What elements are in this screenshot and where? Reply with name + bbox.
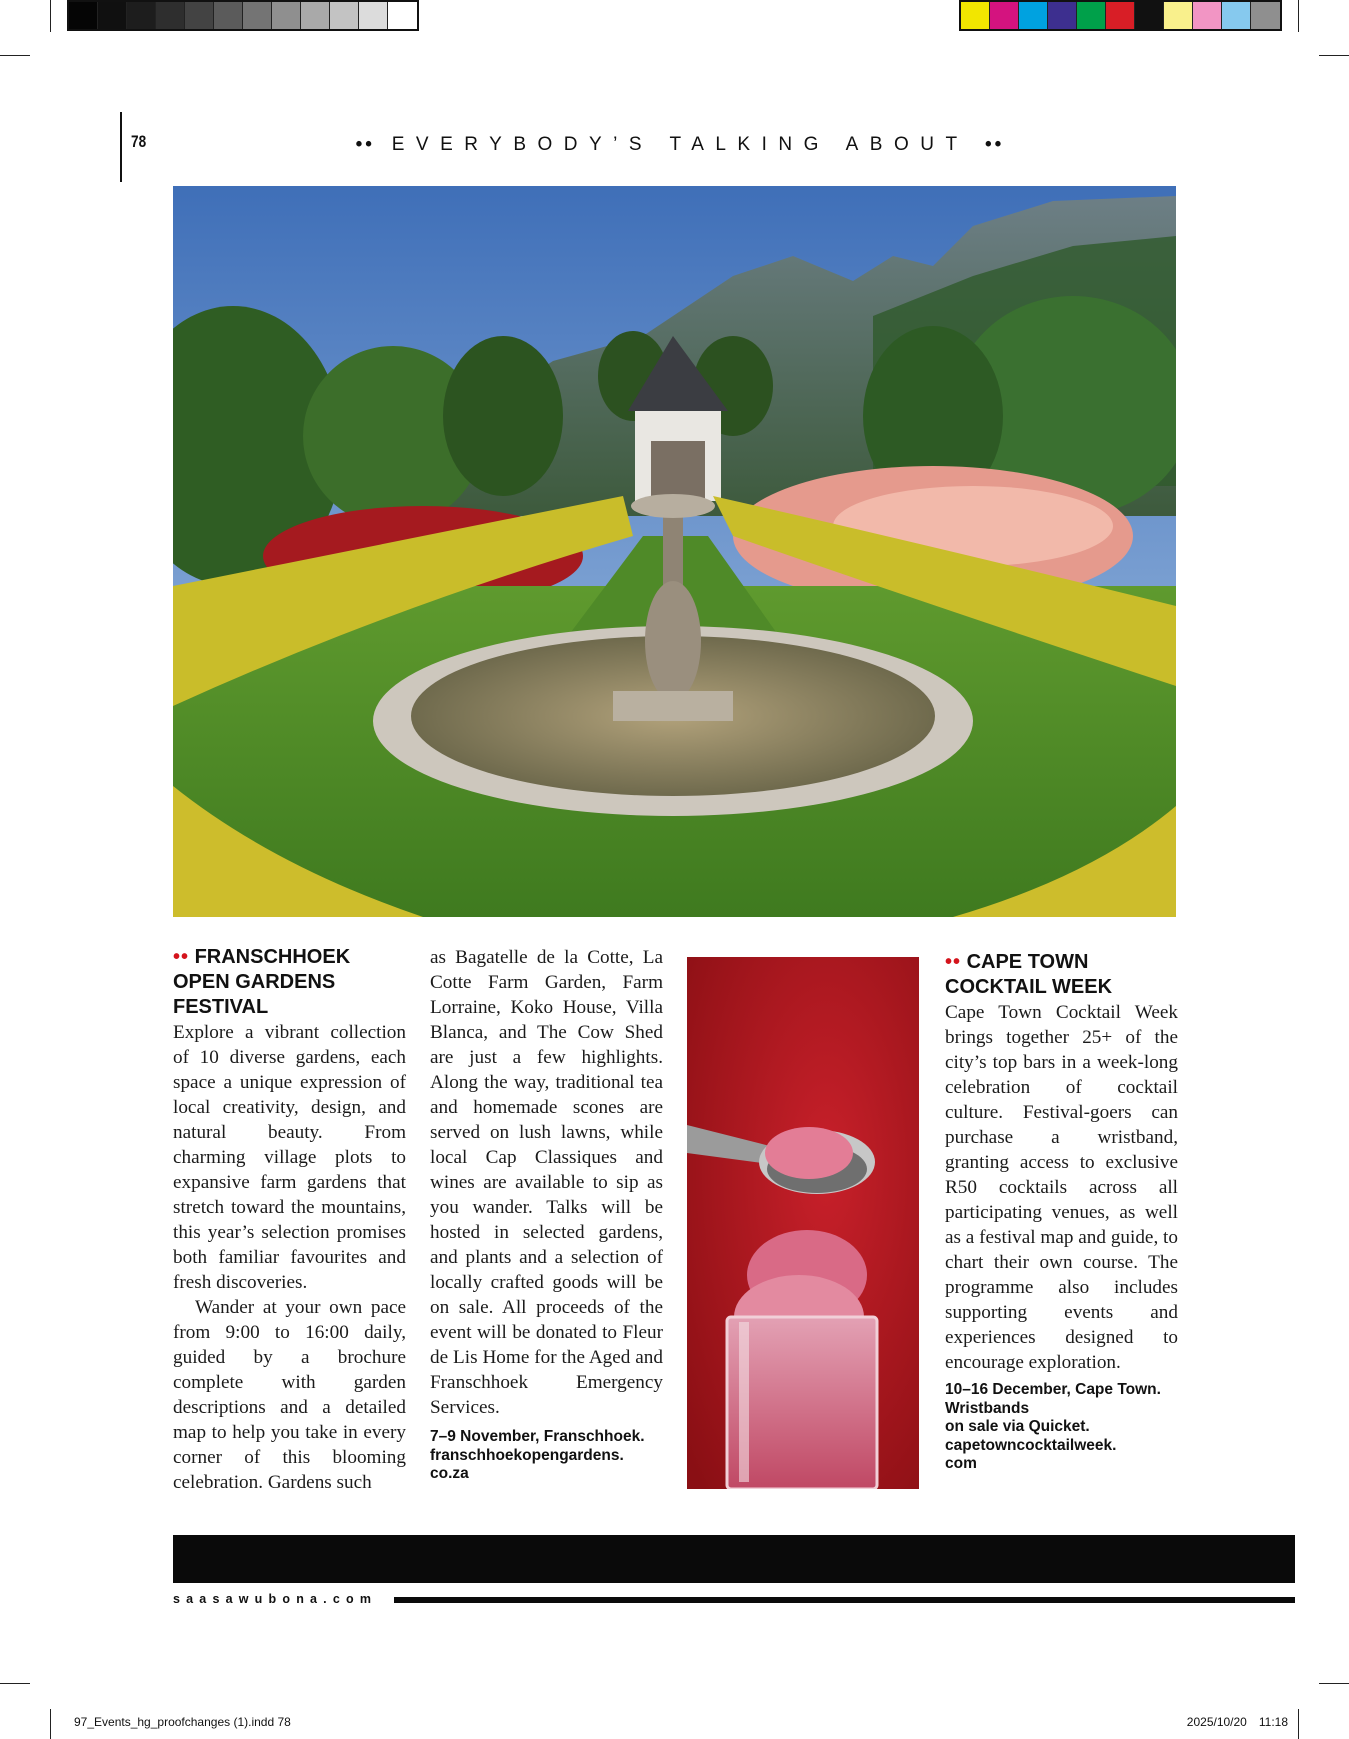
gray-swatch bbox=[388, 2, 417, 29]
gray-swatch bbox=[301, 2, 330, 29]
color-swatch bbox=[1135, 2, 1164, 29]
crop-mark bbox=[0, 55, 30, 56]
color-swatch bbox=[1019, 2, 1048, 29]
color-swatch bbox=[990, 2, 1019, 29]
headline-bullet-dots: •• bbox=[173, 946, 190, 968]
color-swatch bbox=[1222, 2, 1251, 29]
footer-black-band bbox=[173, 1535, 1295, 1583]
headline-text: FRANSCHHOEK OPEN GARDENS FESTIVAL bbox=[173, 946, 351, 1018]
article-headline bbox=[945, 950, 1178, 1000]
gray-swatch bbox=[185, 2, 214, 29]
event-website: capetowncocktailweek. bbox=[945, 1436, 1117, 1454]
print-slug-timestamp bbox=[1187, 1715, 1288, 1729]
headline-text: CAPE TOWN COCKTAIL WEEK bbox=[945, 951, 1113, 998]
gray-swatch bbox=[127, 2, 156, 29]
crop-mark bbox=[1298, 1709, 1299, 1739]
page-number: 78 bbox=[131, 132, 147, 151]
event-website-suffix: co.za bbox=[430, 1465, 469, 1482]
gray-swatch bbox=[214, 2, 243, 29]
color-swatch bbox=[961, 2, 990, 29]
section-dots-right: •• bbox=[985, 134, 1005, 155]
color-swatch bbox=[1193, 2, 1222, 29]
article-headline bbox=[173, 945, 406, 1020]
color-swatch bbox=[1106, 2, 1135, 29]
garden-fountain-photo bbox=[173, 186, 1176, 917]
article-franschhoek-column-1 bbox=[173, 945, 406, 1495]
folio-rule bbox=[120, 112, 122, 182]
gray-swatch bbox=[330, 2, 359, 29]
slug-time: 11:18 bbox=[1258, 1715, 1288, 1729]
sorbet-cocktail-photo bbox=[687, 957, 919, 1489]
color-calibration-bar bbox=[959, 0, 1282, 31]
body-paragraph: as Bagatelle de la Cotte, La Cotte Farm Garden, Farm Lorraine, Koko House, Villa Blanca, and The Cow Shed are just a few highlights. Along the way, traditional tea and homemade scones are served on lush lawns, while local Cap Classiques and wines are available to sip as you wander. Talks will be hosted in selected gardens, and plants and a selection of locally crafted goods will be on sale. All proceeds of the event will be donated to Fleur de Lis Home for the Aged and Franschhoek Emergency Services. bbox=[430, 947, 663, 1418]
color-swatch bbox=[1251, 2, 1280, 29]
section-dots-left: •• bbox=[355, 134, 375, 155]
event-website: franschhoekopengardens. bbox=[430, 1446, 624, 1464]
body-paragraph: Cape Town Cocktail Week brings together 25+ of the city’s top bars in a week-long celebration of cocktail culture. Festival-goers can purchase a wristband, granting access to exclusive R50 cocktails across all participating venues, as well as a festival map and guide, to chart their own course. The programme also includes supporting events and experiences designed to encourage exploration. bbox=[945, 1002, 1178, 1373]
gray-swatch bbox=[98, 2, 127, 29]
section-title: EVERYBODY’S TALKING ABOUT bbox=[391, 134, 969, 155]
gray-swatch bbox=[243, 2, 272, 29]
gray-swatch bbox=[272, 2, 301, 29]
crop-mark bbox=[50, 0, 51, 32]
gray-swatch bbox=[156, 2, 185, 29]
event-info bbox=[945, 1381, 1178, 1474]
event-dates: 10–16 December, Cape Town. Wristbands bbox=[945, 1381, 1161, 1417]
headline-bullet-dots: •• bbox=[945, 951, 962, 973]
event-dates: 7–9 November, Franschhoek. bbox=[430, 1428, 645, 1445]
gray-swatch bbox=[69, 2, 98, 29]
grayscale-calibration-bar bbox=[67, 0, 419, 31]
print-slug-filename: 97_Events_hg_proofchanges (1).indd 78 bbox=[74, 1715, 291, 1729]
color-swatch bbox=[1164, 2, 1193, 29]
event-tickets: on sale via Quicket. bbox=[945, 1418, 1090, 1435]
color-swatch bbox=[1077, 2, 1106, 29]
footer-rule bbox=[394, 1597, 1295, 1603]
body-paragraph: Wander at your own pace from 9:00 to 16:00 daily, guided by a brochure complete with garden descriptions and a detailed map to help you take in every corner of this blooming celebration. Gardens such bbox=[173, 1297, 406, 1493]
crop-mark bbox=[1319, 1683, 1349, 1684]
section-header bbox=[160, 134, 1200, 156]
crop-mark bbox=[0, 1683, 30, 1684]
body-paragraph: Explore a vibrant collection of 10 diverse gardens, each space a unique expression of local creativity, design, and natural beauty. From charming village plots to expansive farm gardens that stretch toward the mountains, this year’s selection promises both familiar favourites and fresh discoveries. bbox=[173, 1022, 406, 1293]
event-info bbox=[430, 1428, 663, 1484]
slug-date: 2025/10/20 bbox=[1186, 1715, 1247, 1729]
article-franschhoek-column-2 bbox=[430, 945, 663, 1484]
crop-mark bbox=[1298, 0, 1299, 32]
site-url: saasawubona.com bbox=[173, 1592, 378, 1606]
color-swatch bbox=[1048, 2, 1077, 29]
crop-mark bbox=[1319, 55, 1349, 56]
gray-swatch bbox=[359, 2, 388, 29]
event-website-suffix: com bbox=[945, 1455, 977, 1472]
article-cocktail-week-column bbox=[945, 950, 1178, 1474]
crop-mark bbox=[50, 1709, 51, 1739]
